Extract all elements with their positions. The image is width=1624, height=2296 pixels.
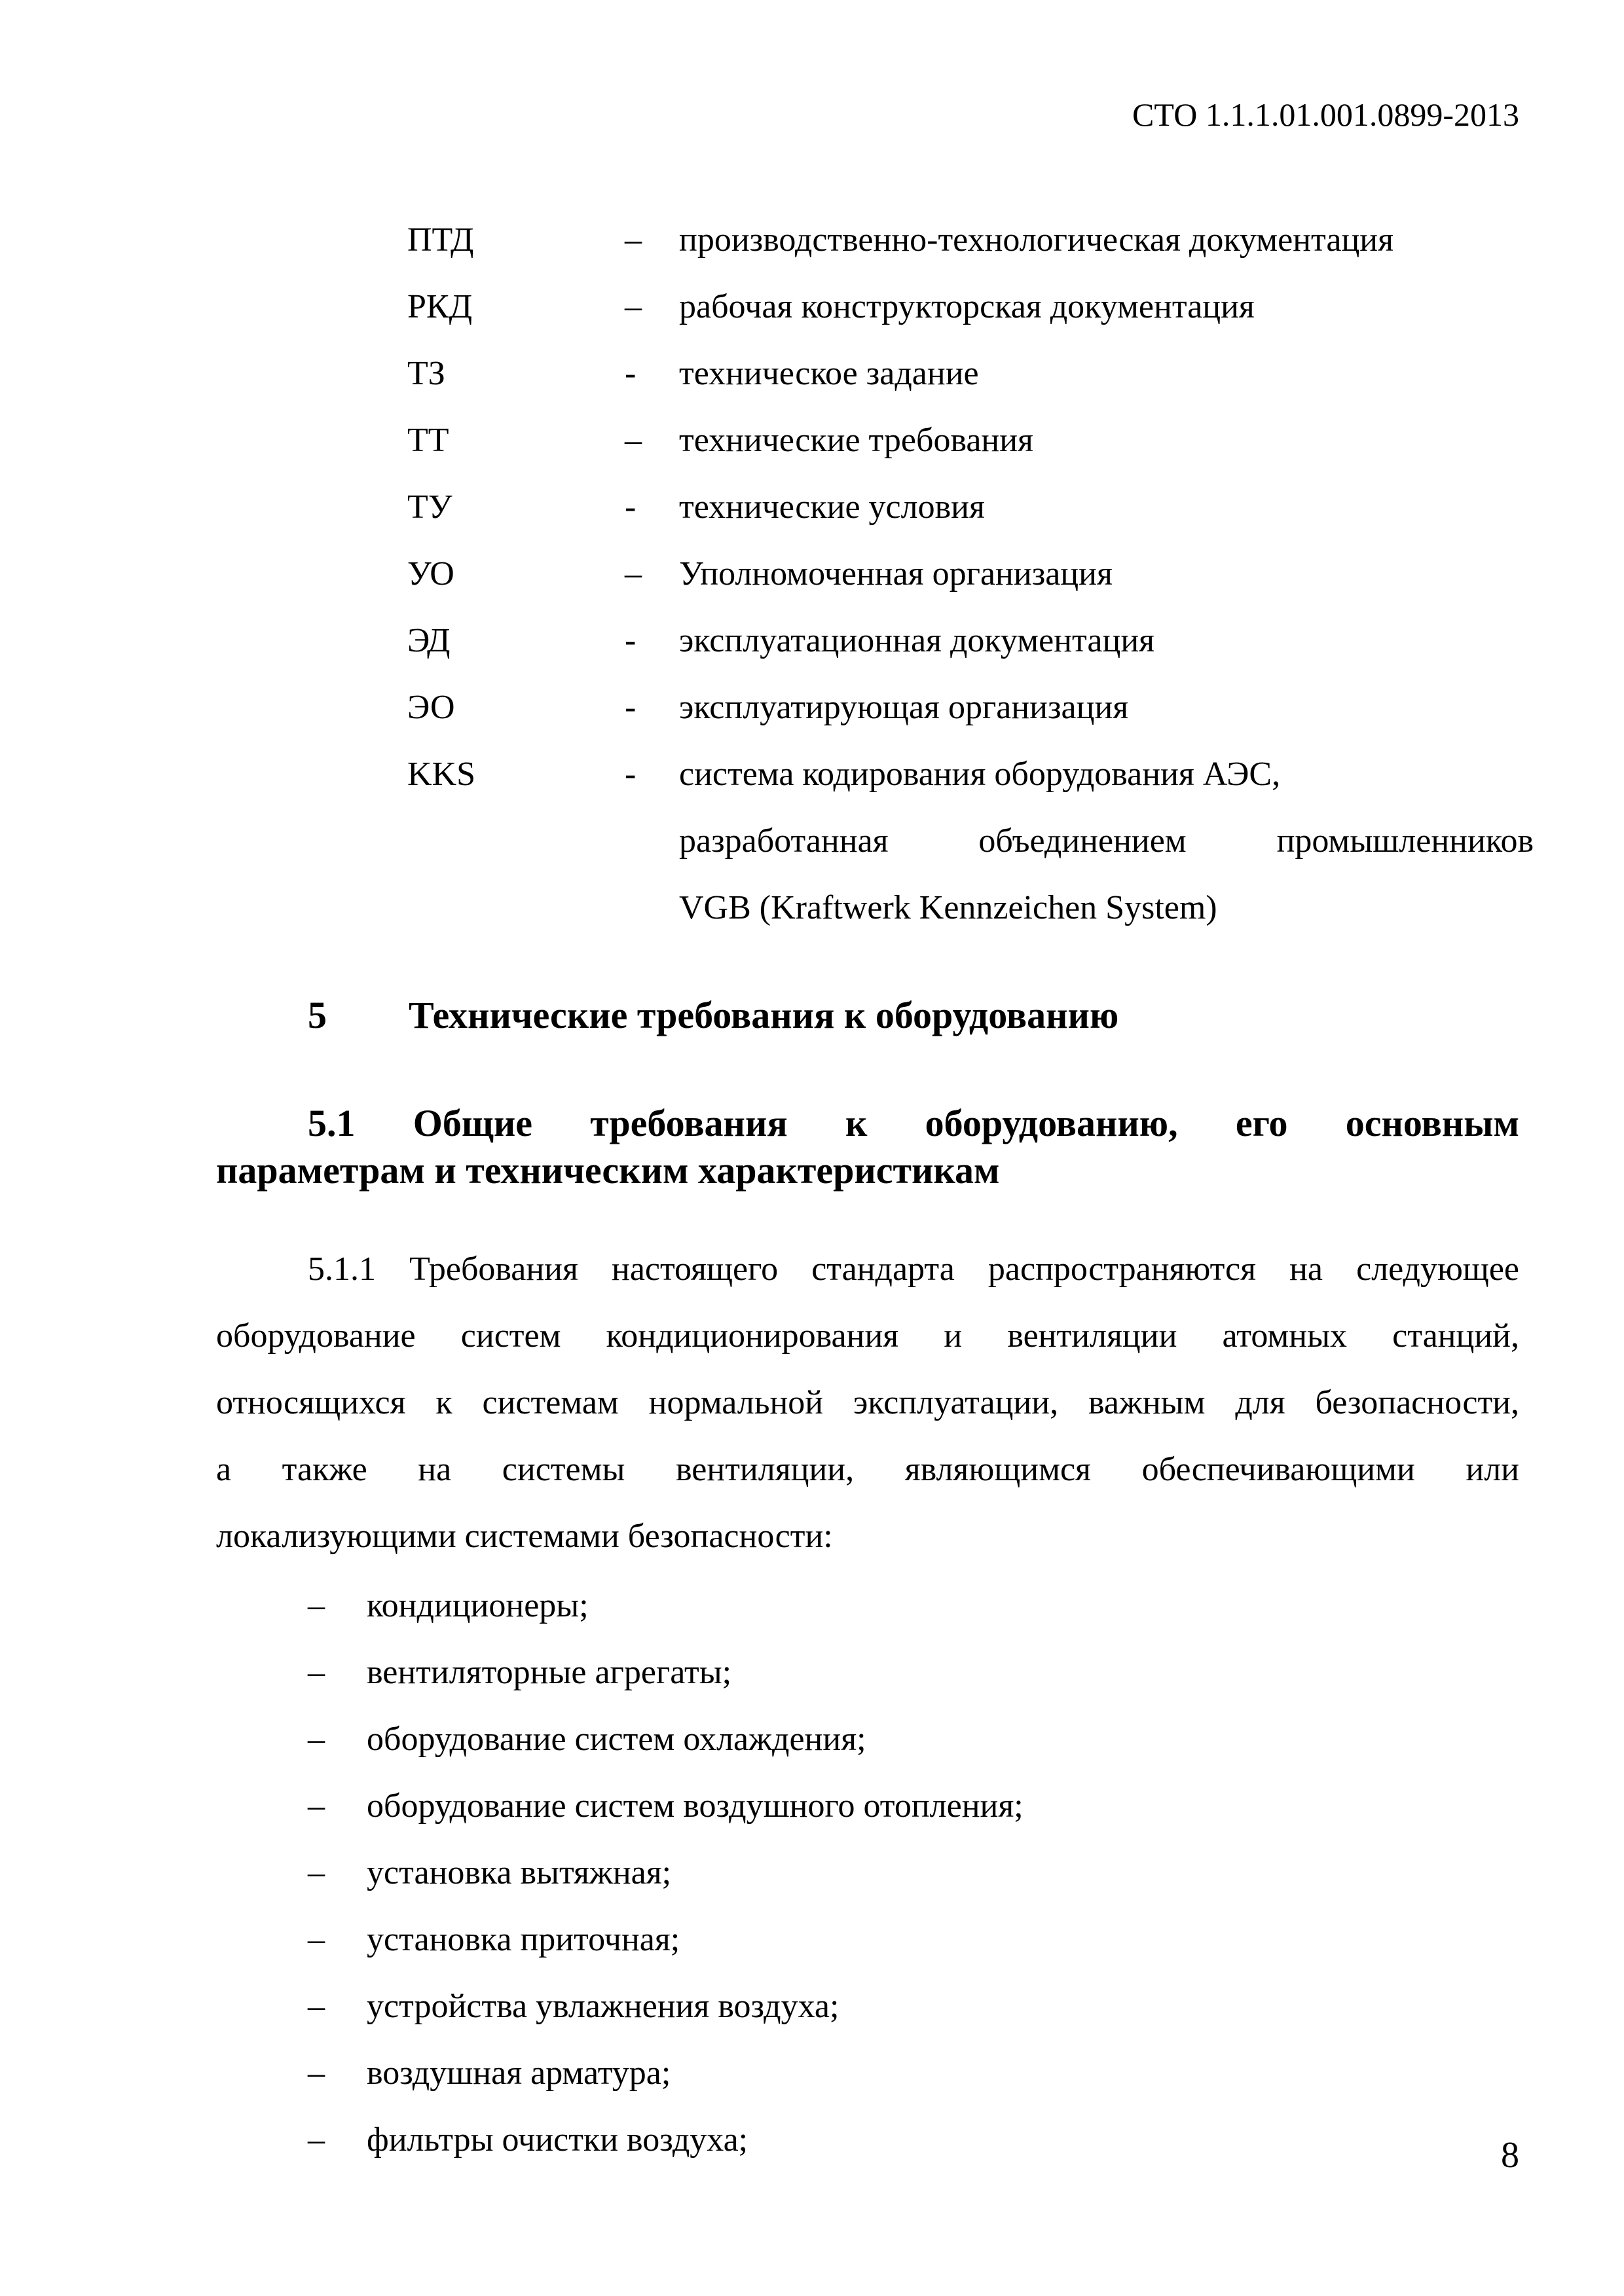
abbreviation-row <box>407 474 1534 541</box>
list-item <box>308 1773 1519 1840</box>
abbreviation-code: KKS <box>407 756 476 793</box>
list-item <box>308 1973 1519 2040</box>
abbreviation-code: ЭО <box>407 689 455 726</box>
list-item <box>308 1639 1519 1706</box>
paragraph-5-1-1 <box>216 1236 1519 1570</box>
subsection-title-line: параметрам и техническим характеристикам <box>216 1149 1000 1192</box>
abbreviation-definition: производственно-технологическая документация <box>679 221 1394 259</box>
abbreviation-row <box>407 207 1534 274</box>
abbreviation-dash: - <box>625 355 637 392</box>
paragraph-line: относящихся к системам нормальной эксплуатации, важным для безопасности, <box>216 1384 1519 1421</box>
abbreviation-dash: – <box>625 288 642 325</box>
page-number: 8 <box>1501 2135 1519 2176</box>
list-dash: – <box>308 1921 325 1958</box>
paragraph-line: оборудование систем кондиционирования и вентиляции атомных станций, <box>216 1317 1519 1355</box>
list-item <box>308 1706 1519 1773</box>
list-item <box>308 2040 1519 2107</box>
list-dash: – <box>308 1587 325 1624</box>
list-dash: – <box>308 1854 325 1891</box>
abbreviation-code: УО <box>407 555 454 592</box>
list-dash: – <box>308 1988 325 2025</box>
definition-line: система кодирования оборудования АЭС, <box>679 756 1281 793</box>
abbreviation-code: РКД <box>407 288 473 325</box>
list-item-text: оборудование систем воздушного отопления; <box>367 1787 1024 1825</box>
list-item-text: установка вытяжная; <box>367 1854 672 1891</box>
equipment-list <box>308 1573 1519 2174</box>
abbreviation-row <box>407 407 1534 474</box>
abbreviation-code: ЭД <box>407 622 451 659</box>
abbreviation-code: ПТД <box>407 221 474 259</box>
abbreviation-dash: - <box>625 689 637 726</box>
abbreviation-row <box>407 608 1534 674</box>
list-item <box>308 1906 1519 1973</box>
abbreviation-code: ТУ <box>407 488 452 526</box>
list-item-text: воздушная арматура; <box>367 2054 671 2092</box>
abbreviation-row <box>407 674 1534 741</box>
paragraph-line: 5.1.1 Требования настоящего стандарта распространяются на следующее <box>308 1250 1519 1288</box>
subsection-heading <box>216 1100 1519 1194</box>
abbreviation-definition: Уполномоченная организация <box>679 555 1113 592</box>
abbreviation-code: ТТ <box>407 422 449 459</box>
list-item-text: кондиционеры; <box>367 1587 589 1624</box>
abbreviation-definition: техническое задание <box>679 355 979 392</box>
document-code: СТО 1.1.1.01.001.0899-2013 <box>1132 96 1519 133</box>
list-item-text: фильтры очистки воздуха; <box>367 2121 748 2159</box>
list-dash: – <box>308 2121 325 2159</box>
abbreviation-dash: – <box>625 555 642 592</box>
definition-line: VGB (Kraftwerk Kennzeichen System) <box>679 889 1217 926</box>
abbreviation-dash: – <box>625 422 642 459</box>
abbreviation-definition: эксплуатационная документация <box>679 622 1155 659</box>
abbreviation-dash: - <box>625 756 637 793</box>
paragraph-line: а также на системы вентиляции, являющимся обеспечивающими или <box>216 1451 1519 1488</box>
abbreviation-code: ТЗ <box>407 355 445 392</box>
list-item-text: установка приточная; <box>367 1921 680 1958</box>
list-dash: – <box>308 1787 325 1825</box>
list-item-text: вентиляторные агрегаты; <box>367 1654 732 1691</box>
list-item-text: устройства увлажнения воздуха; <box>367 1988 840 2025</box>
list-dash: – <box>308 1654 325 1691</box>
abbreviation-row <box>407 741 1534 941</box>
definition-line: разработанная объединением промышленников <box>679 822 1534 860</box>
list-dash: – <box>308 1721 325 1758</box>
list-item <box>308 2107 1519 2174</box>
abbreviation-definition: рабочая конструкторская документация <box>679 288 1255 325</box>
abbreviation-definition: эксплуатирующая организация <box>679 689 1129 726</box>
abbreviation-dash: – <box>625 221 642 259</box>
section-title: Технические требования к оборудованию <box>409 994 1119 1036</box>
list-item <box>308 1840 1519 1906</box>
subsection-title-line: 5.1 Общие требования к оборудованию, его основным <box>308 1102 1519 1144</box>
list-dash: – <box>308 2054 325 2092</box>
list-item-text: оборудование систем охлаждения; <box>367 1721 866 1758</box>
abbreviation-dash: - <box>625 488 637 526</box>
abbreviation-definition <box>679 741 1534 941</box>
abbreviation-row <box>407 274 1534 340</box>
abbreviation-row <box>407 340 1534 407</box>
abbreviations-list <box>407 207 1534 941</box>
abbreviation-definition: технические условия <box>679 488 985 526</box>
list-item <box>308 1573 1519 1639</box>
section-heading <box>308 993 1519 1038</box>
paragraph-line: локализующими системами безопасности: <box>216 1518 833 1555</box>
abbreviation-row <box>407 541 1534 608</box>
abbreviation-dash: - <box>625 622 637 659</box>
section-number: 5 <box>308 994 327 1036</box>
abbreviation-definition: технические требования <box>679 422 1033 459</box>
